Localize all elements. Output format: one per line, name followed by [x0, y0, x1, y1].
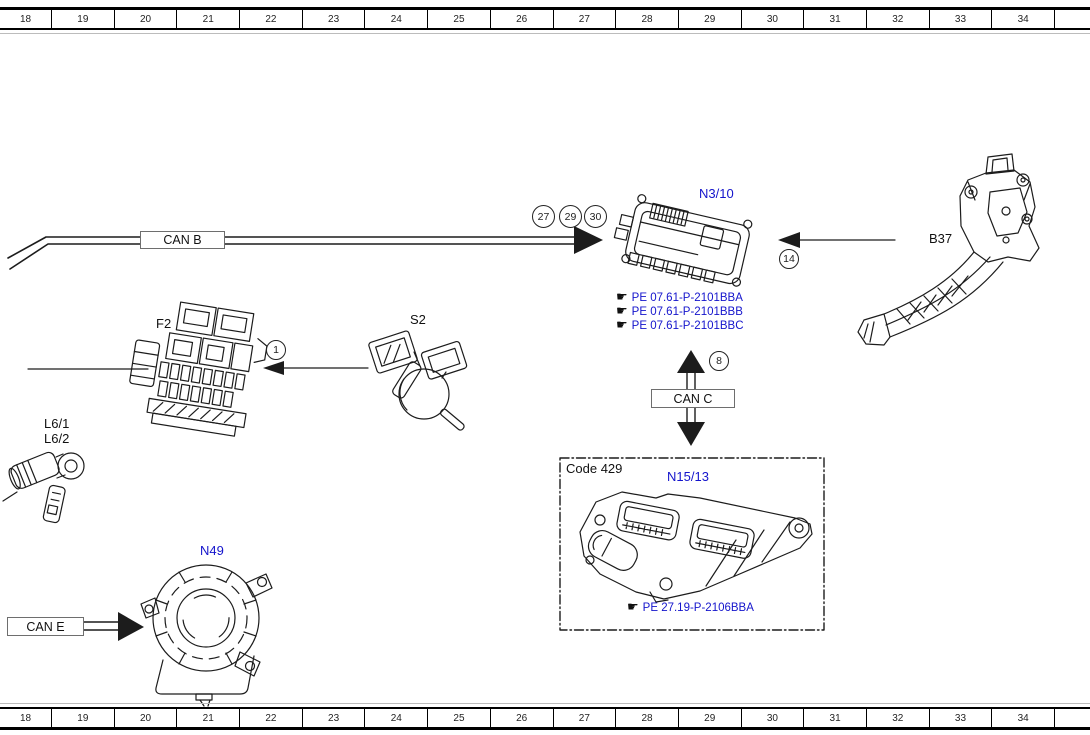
- f2-illustration: [124, 296, 272, 439]
- s2-to-f2-arrow: [263, 361, 368, 375]
- callout-29: 29: [559, 205, 582, 228]
- callout-14: 14: [779, 249, 799, 269]
- b37-illustration: [858, 154, 1039, 345]
- ruler-cell: 24: [365, 709, 428, 727]
- pe-reference-row: [627, 601, 754, 614]
- pointing-hand-icon: ☛: [627, 600, 639, 615]
- ruler-cell: 26: [491, 709, 554, 727]
- component-label-l6-2: L6/2: [44, 431, 70, 446]
- component-label-n49[interactable]: N49: [200, 543, 224, 558]
- ruler-cell: 28: [616, 709, 679, 727]
- can-e-label-box: CAN E: [7, 617, 84, 636]
- n3-10-illustration: [609, 191, 754, 289]
- pe-reference-link[interactable]: PE 07.61-P-2101BBA: [631, 291, 743, 304]
- pe-reference-row: [616, 305, 743, 318]
- ruler-cell: 18: [0, 709, 52, 727]
- component-label-l6-1: L6/1: [44, 416, 70, 431]
- f2-arrowhead: [263, 361, 284, 375]
- ruler-cell: 25: [428, 10, 491, 28]
- n49-illustration: [141, 565, 272, 706]
- top-ruler-hairline: [0, 33, 1090, 34]
- n15-13-illustration: [580, 492, 812, 602]
- callout-8: 8: [709, 351, 729, 371]
- pointing-hand-icon: ☛: [616, 318, 628, 333]
- component-label-f2: F2: [156, 316, 172, 331]
- pe-reference-link[interactable]: PE 27.19-P-2106BBA: [642, 601, 754, 614]
- top-ruler: [0, 7, 1090, 30]
- ruler-cell: 21: [177, 10, 240, 28]
- pointing-hand-icon: ☛: [616, 290, 628, 305]
- ruler-cell: 27: [554, 709, 617, 727]
- pe-reference-row: [616, 291, 743, 304]
- ruler-cell: 18: [0, 10, 52, 28]
- ruler-cell: 31: [804, 709, 867, 727]
- pointing-hand-icon: ☛: [616, 304, 628, 319]
- can-b-arrowhead: [574, 226, 603, 254]
- can-c-down-arrowhead: [677, 422, 705, 446]
- ruler-cell: 30: [742, 709, 805, 727]
- ruler-cell: 24: [365, 10, 428, 28]
- component-label-n15-13[interactable]: N15/13: [667, 469, 709, 484]
- ruler-filler: [1055, 709, 1090, 727]
- ruler-cell: 22: [240, 709, 303, 727]
- ruler-cell: 29: [679, 10, 742, 28]
- s2-illustration: [368, 330, 467, 431]
- can-e-arrowhead: [118, 612, 144, 641]
- can-b-wire: [8, 226, 603, 269]
- callout-30: 30: [584, 205, 607, 228]
- component-label-s2: S2: [410, 312, 426, 327]
- ruler-cell: 26: [491, 10, 554, 28]
- ruler-cell: 19: [52, 10, 115, 28]
- component-label-n3-10[interactable]: N3/10: [699, 186, 734, 201]
- ruler-cell: 30: [742, 10, 805, 28]
- ruler-cell: 33: [930, 709, 993, 727]
- can-e-wire: [84, 612, 144, 641]
- ruler-cell: 22: [240, 10, 303, 28]
- pe-reference-link[interactable]: PE 07.61-P-2101BBC: [631, 319, 744, 332]
- can-c-up-arrowhead: [677, 350, 705, 373]
- ruler-filler: [1055, 10, 1090, 28]
- ruler-cell: 20: [115, 10, 178, 28]
- component-label-b37: B37: [929, 231, 953, 246]
- code-429-label: Code 429: [566, 461, 623, 476]
- ruler-cell: 28: [616, 10, 679, 28]
- b37-arrow: [778, 232, 895, 248]
- ruler-cell: 20: [115, 709, 178, 727]
- pe-reference-row: [616, 319, 744, 332]
- ruler-cell: 33: [930, 10, 993, 28]
- ruler-cell: 21: [177, 709, 240, 727]
- ruler-cell: 25: [428, 709, 491, 727]
- can-c-label-box: CAN C: [651, 389, 735, 408]
- ruler-cell: 19: [52, 709, 115, 727]
- bottom-ruler: [0, 707, 1090, 730]
- b37-arrowhead: [778, 232, 800, 248]
- ruler-cell: 23: [303, 709, 366, 727]
- ruler-cell: 34: [992, 10, 1055, 28]
- callout-1: 1: [266, 340, 286, 360]
- ruler-cell: 34: [992, 709, 1055, 727]
- callout-27: 27: [532, 205, 555, 228]
- l6-illustration: [3, 451, 84, 524]
- ruler-cell: 32: [867, 709, 930, 727]
- pe-reference-link[interactable]: PE 07.61-P-2101BBB: [631, 305, 743, 318]
- ruler-cell: 27: [554, 10, 617, 28]
- bottom-ruler-hairline: [0, 703, 1090, 704]
- ruler-cell: 23: [303, 10, 366, 28]
- ruler-cell: 32: [867, 10, 930, 28]
- can-b-label-box: CAN B: [140, 231, 225, 249]
- ruler-cell: 31: [804, 10, 867, 28]
- ruler-cell: 29: [679, 709, 742, 727]
